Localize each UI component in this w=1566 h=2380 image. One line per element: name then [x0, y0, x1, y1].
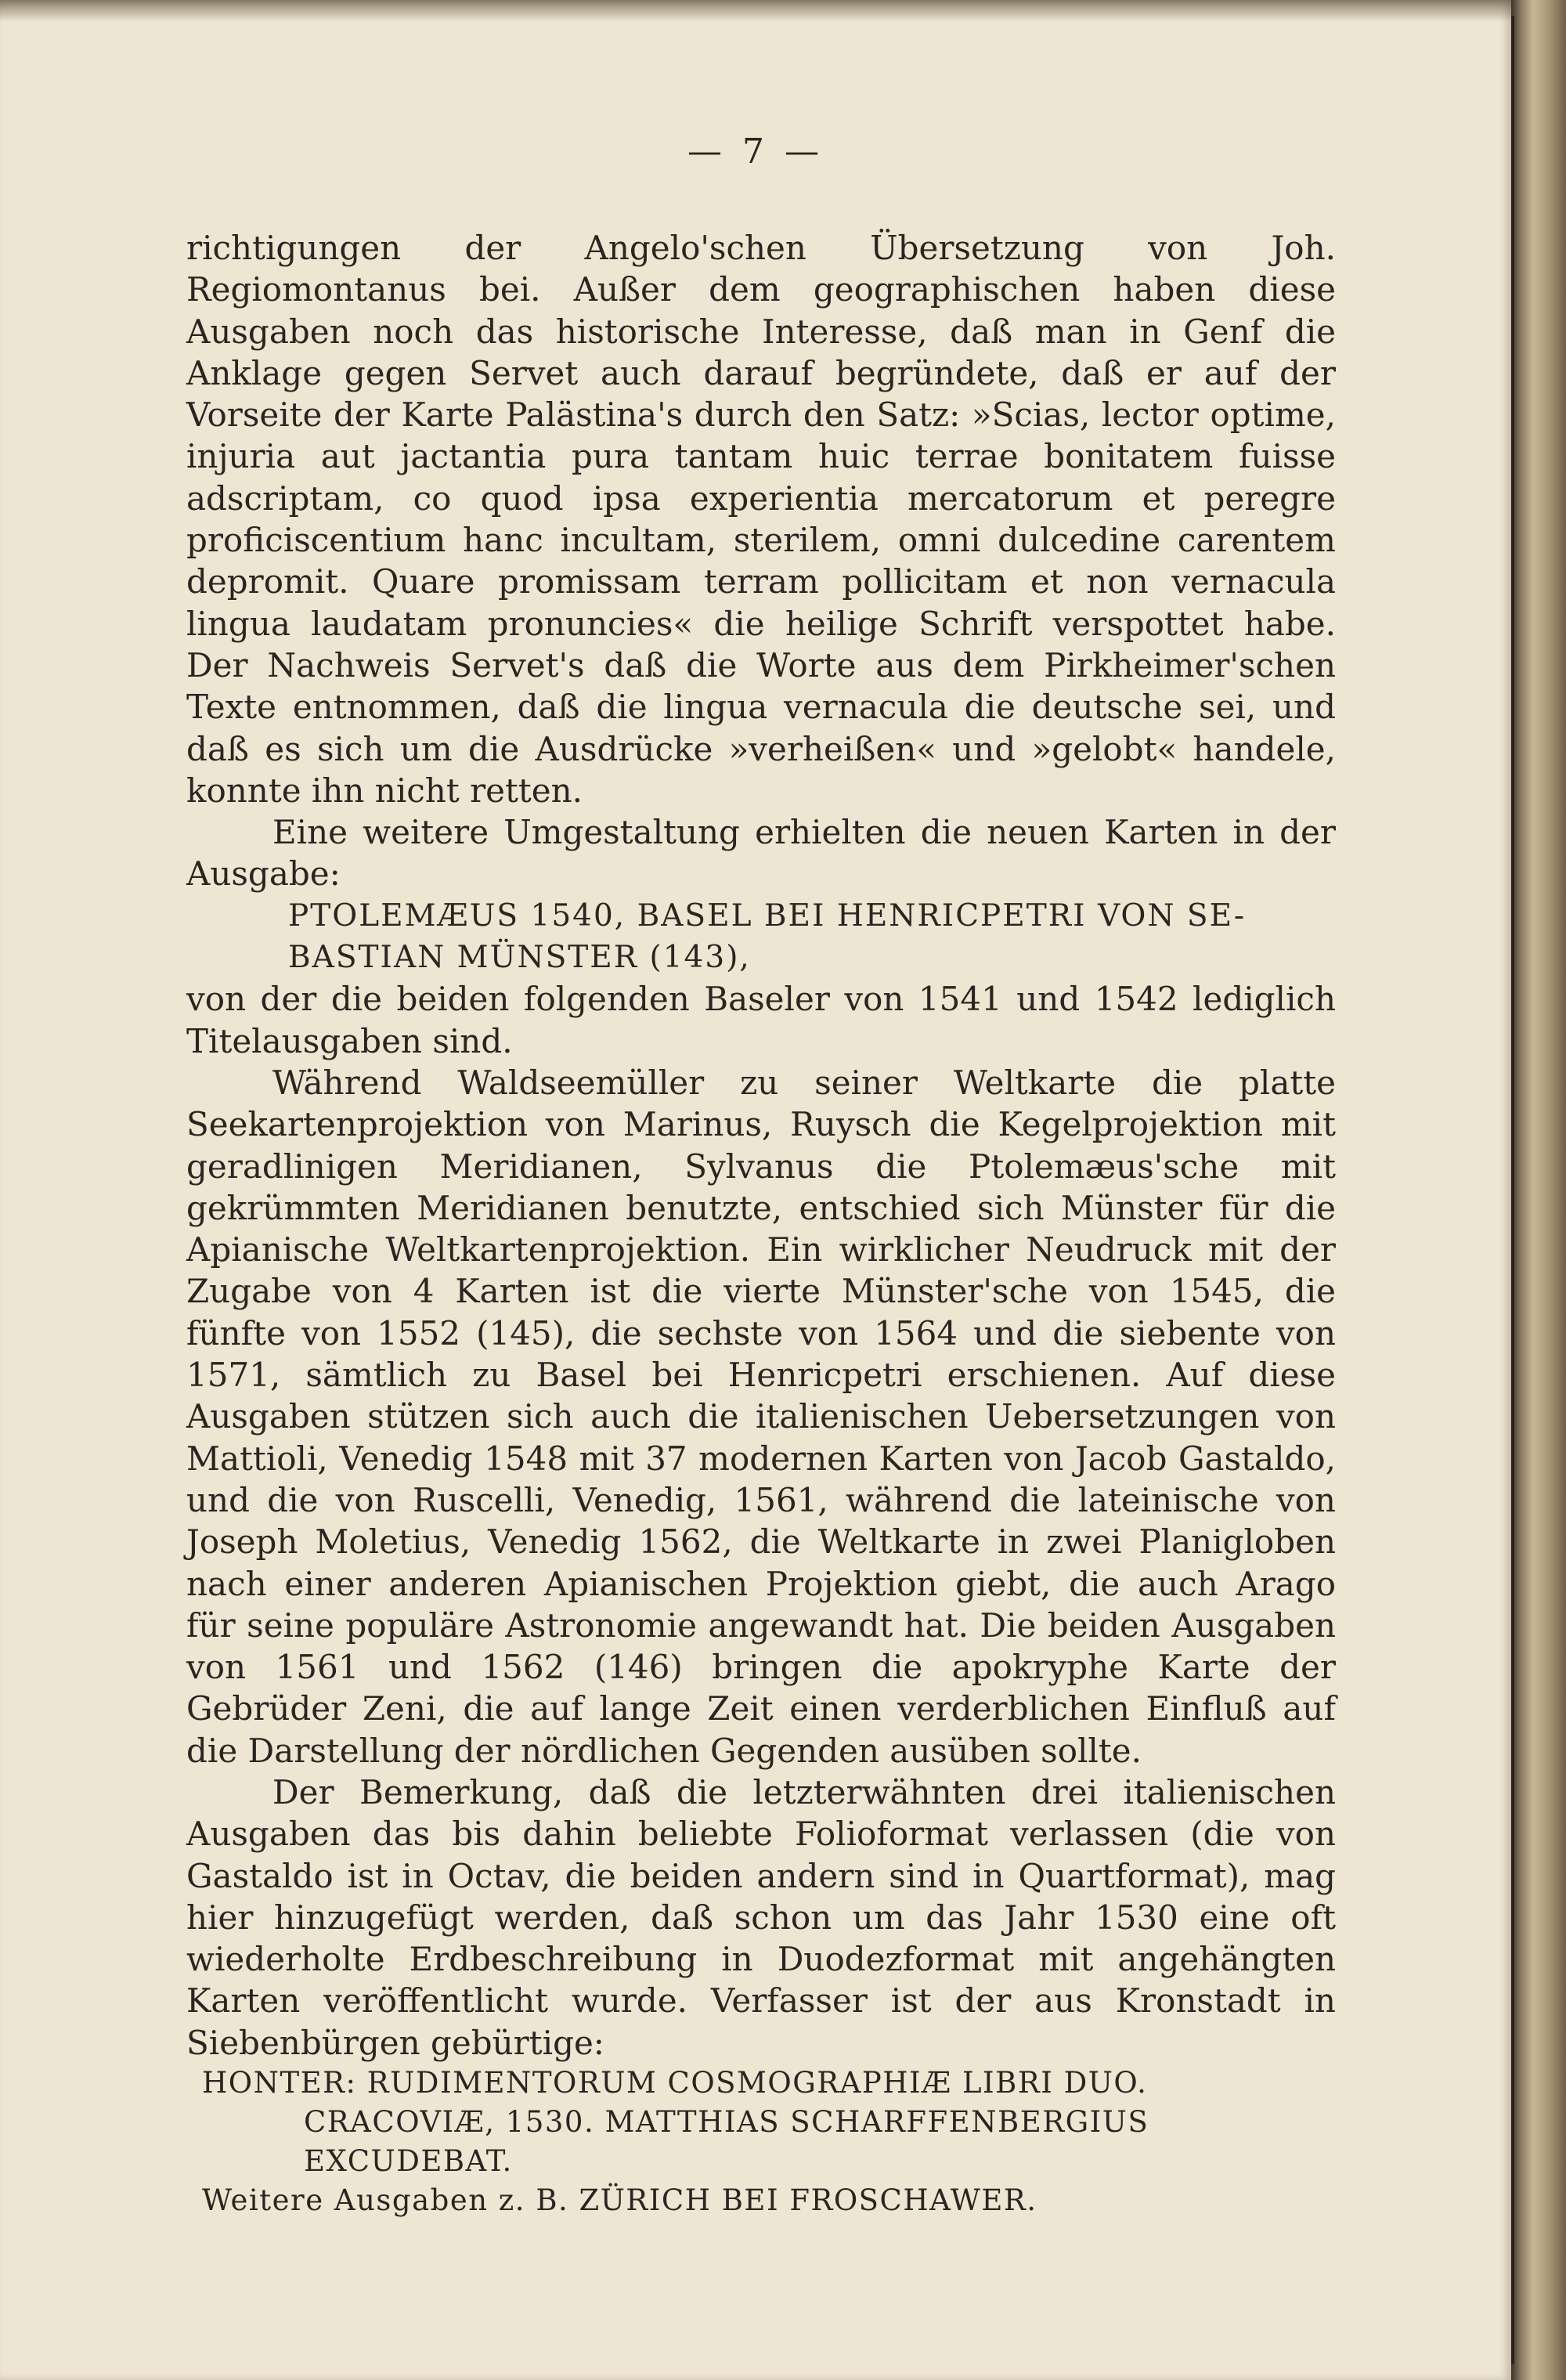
citation-honter: HONTER: RUDIMENTORUM COSMOGRAPHIÆ LIBRI DUO. CRACOVIÆ, 1530. MATTHIAS SCHARFFENBERGIUS EXCUDEBAT. [202, 2066, 1149, 2179]
citation-ptolemaeus-line1: PTOLEMÆUS 1540, BASEL BEI HENRICPETRI VON SE- [288, 897, 1246, 934]
body-text [186, 227, 1336, 2220]
paragraph-5: Der Bemerkung, daß die letzterwähnten drei italienischen Ausgaben das bis dahin beliebte Folioformat verlassen (die von Gastaldo ist in Octav, die beiden andern sind in Quartformat), mag hier hinzugefügt werden, daß schon um das Jahr 1530 eine oft wiederholte Erdbeschreibung in Duodezformat mit angehängten Karten veröffentlicht wurde. Verfasser ist der aus Kronstadt in Siebenbürgen gebürtige: [186, 1772, 1336, 2062]
page-number: — 7 — [687, 132, 824, 172]
citation-weitere-ausgaben: Weitere Ausgaben z. B. ZÜRICH BEI FROSCHAWER. [202, 2183, 1037, 2218]
citation-ptolemaeus-line2: BASTIAN MÜNSTER (143), [288, 940, 751, 976]
paragraph-2: Eine weitere Umgestaltung erhielten die neuen Karten in der Ausgabe: [186, 813, 1336, 894]
paragraph-4: Während Waldseemüller zu seiner Weltkarte die platte Seekartenprojektion von Marinus, Ruysch die Kegelprojektion mit geradlinigen Meridianen, Sylvanus die Ptolemæus'sche mit gekrümmten Meridianen benutzte, entschied sich Münster für die Apianische Weltkartenprojektion. Ein wirklicher Neudruck mit der Zugabe von 4 Karten ist die vierte Münster'sche von 1545, die fünfte von 1552 (145), die sechste von 1564 und die siebente von 1571, sämtlich zu Basel bei Henricpetri erschienen. Auf diese Ausgaben stützen sich auch die italienischen Uebersetzungen von Mattioli, Venedig 1548 mit 37 modernen Karten von Jacob Gastaldo, und die von Ruscelli, Venedig, 1561, während die lateinische von Joseph Moletius, Venedig 1562, die Weltkarte in zwei Planigloben nach einer anderen Apianischen Projektion giebt, die auch Arago für seine populäre Astronomie angewandt hat. Die beiden Ausgaben von 1561 und 1562 (146) bringen die apokryphe Karte der Gebrüder Zeni, die auf lange Zeit einen verderblichen Einfluß auf die Darstellung der nördlichen Gegenden ausüben sollte. [186, 1063, 1336, 1770]
book-spine-edge [1511, 0, 1566, 2380]
page-edge-line [1511, 16, 1514, 2364]
paragraph-1: richtigungen der Angelo'schen Übersetzung von Joh. Regiomontanus bei. Außer dem geographischen haben diese Ausgaben noch das historische Interesse, daß man in Genf die Anklage gegen Servet auch darauf begründete, daß er auf der Vorseite der Karte Palästina's durch den Satz: »Scias, lector optime, injuria aut jactantia pura tantam huic terrae bonitatem fuisse adscriptam, co quod ipsa experientia mercatorum et peregre proficiscentium hanc incultam, sterilem, omni dulcedine carentem depromit. Quare promissam terram pollicitam et non vernacula lingua laudatam pronuncies« die heilige Schrift verspottet habe. Der Nachweis Servet's daß die Worte aus dem Pirkheimer'schen Texte entnommen, daß die lingua vernacula die deutsche sei, und daß es sich um die Ausdrücke »verheißen« und »gelobt« handele, konnte ihn nicht retten. [186, 229, 1336, 810]
page-top-shadow [0, 0, 1511, 22]
paragraph-3: von der die beiden folgenden Baseler von 1541 und 1542 lediglich Titelausgaben sind. [186, 980, 1336, 1060]
